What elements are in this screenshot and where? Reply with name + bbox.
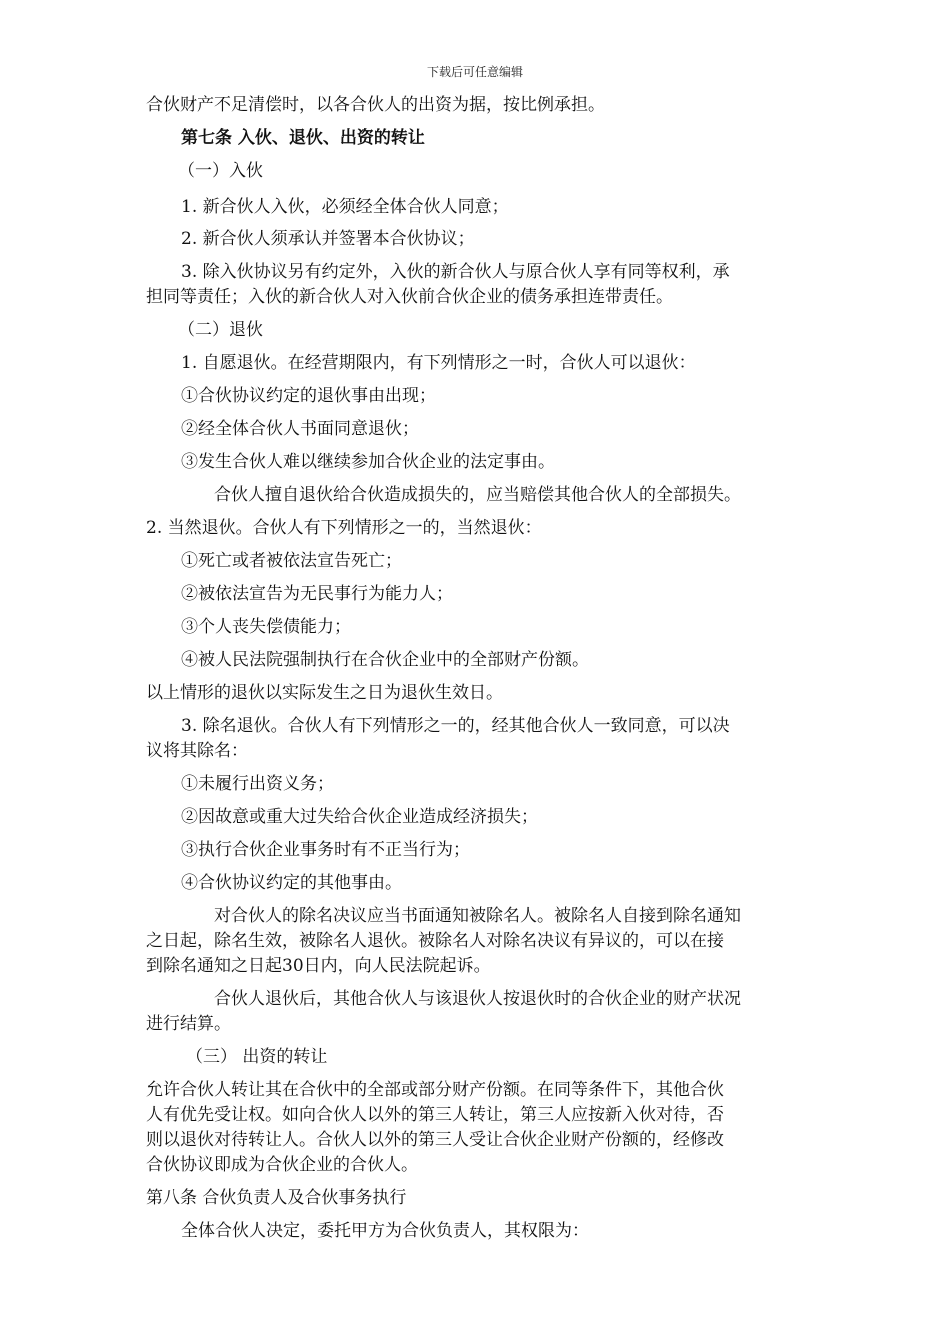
text-line: 人有优先受让权。如向合伙人以外的第三人转让，第三人应按新入伙对待，否	[146, 1105, 724, 1125]
text-line: 到除名通知之日起30日内，向人民法院起诉。	[146, 956, 491, 976]
text-line: 合伙财产不足清偿时，以各合伙人的出资为据，按比例承担。	[146, 95, 605, 115]
list-item: 2. 当然退伙。合伙人有下列情形之一的，当然退伙：	[146, 518, 542, 538]
text-line: 对合伙人的除名决议应当书面通知被除名人。被除名人自接到除名通知	[214, 906, 741, 926]
list-item: 3. 除入伙协议另有约定外，入伙的新合伙人与原合伙人享有同等权利，承	[181, 262, 730, 282]
list-item: ②经全体合伙人书面同意退伙；	[181, 419, 419, 439]
list-item: ④合伙协议约定的其他事由。	[181, 873, 402, 893]
text-line: 合伙人擅自退伙给合伙造成损失的，应当赔偿其他合伙人的全部损失。	[214, 485, 741, 505]
list-item: ①死亡或者被依法宣告死亡；	[181, 551, 402, 571]
list-item: ②因故意或重大过失给合伙企业造成经济损失；	[181, 807, 538, 827]
subsection-heading: （三） 出资的转让	[186, 1047, 328, 1067]
list-item: 1. 新合伙人入伙，必须经全体合伙人同意；	[181, 197, 509, 217]
subsection-heading: （二）退伙	[178, 320, 263, 340]
list-item: 2. 新合伙人须承认并签署本合伙协议；	[181, 229, 475, 249]
text-line: 之日起，除名生效，被除名人退伙。被除名人对除名决议有异议的，可以在接	[146, 931, 724, 951]
section-heading: 第七条 入伙、退伙、出资的转让	[181, 128, 425, 148]
list-item: 3. 除名退伙。合伙人有下列情形之一的，经其他合伙人一致同意，可以决	[181, 716, 730, 736]
list-item: ①未履行出资义务；	[181, 774, 334, 794]
list-item: ④被人民法院强制执行在合伙企业中的全部财产份额。	[181, 650, 589, 670]
list-item: 1. 自愿退伙。在经营期限内，有下列情形之一时，合伙人可以退伙：	[181, 353, 696, 373]
text-line: 进行结算。	[146, 1014, 231, 1034]
section-heading: 第八条 合伙负责人及合伙事务执行	[146, 1188, 407, 1208]
list-item: ②被依法宣告为无民事行为能力人；	[181, 584, 453, 604]
text-line: 合伙协议即成为合伙企业的合伙人。	[146, 1155, 418, 1175]
list-item: ③个人丧失偿债能力；	[181, 617, 351, 637]
subsection-heading: （一）入伙	[178, 161, 263, 181]
text-line: 全体合伙人决定，委托甲方为合伙负责人，其权限为：	[181, 1221, 589, 1241]
text-line: 合伙人退伙后，其他合伙人与该退伙人按退伙时的合伙企业的财产状况	[214, 989, 741, 1009]
text-line: 则以退伙对待转让人。合伙人以外的第三人受让合伙企业财产份额的，经修改	[146, 1130, 724, 1150]
list-item: ①合伙协议约定的退伙事由出现；	[181, 386, 436, 406]
text-line: 允许合伙人转让其在合伙中的全部或部分财产份额。在同等条件下，其他合伙	[146, 1080, 724, 1100]
text-line: 以上情形的退伙以实际发生之日为退伙生效日。	[146, 683, 503, 703]
list-item: ③执行合伙企业事务时有不正当行为；	[181, 840, 470, 860]
page-header-note: 下载后可任意编辑	[426, 65, 523, 79]
text-line: 议将其除名：	[146, 741, 248, 761]
text-line: 担同等责任；入伙的新合伙人对入伙前合伙企业的债务承担连带责任。	[146, 287, 673, 307]
list-item: ③发生合伙人难以继续参加合伙企业的法定事由。	[181, 452, 555, 472]
